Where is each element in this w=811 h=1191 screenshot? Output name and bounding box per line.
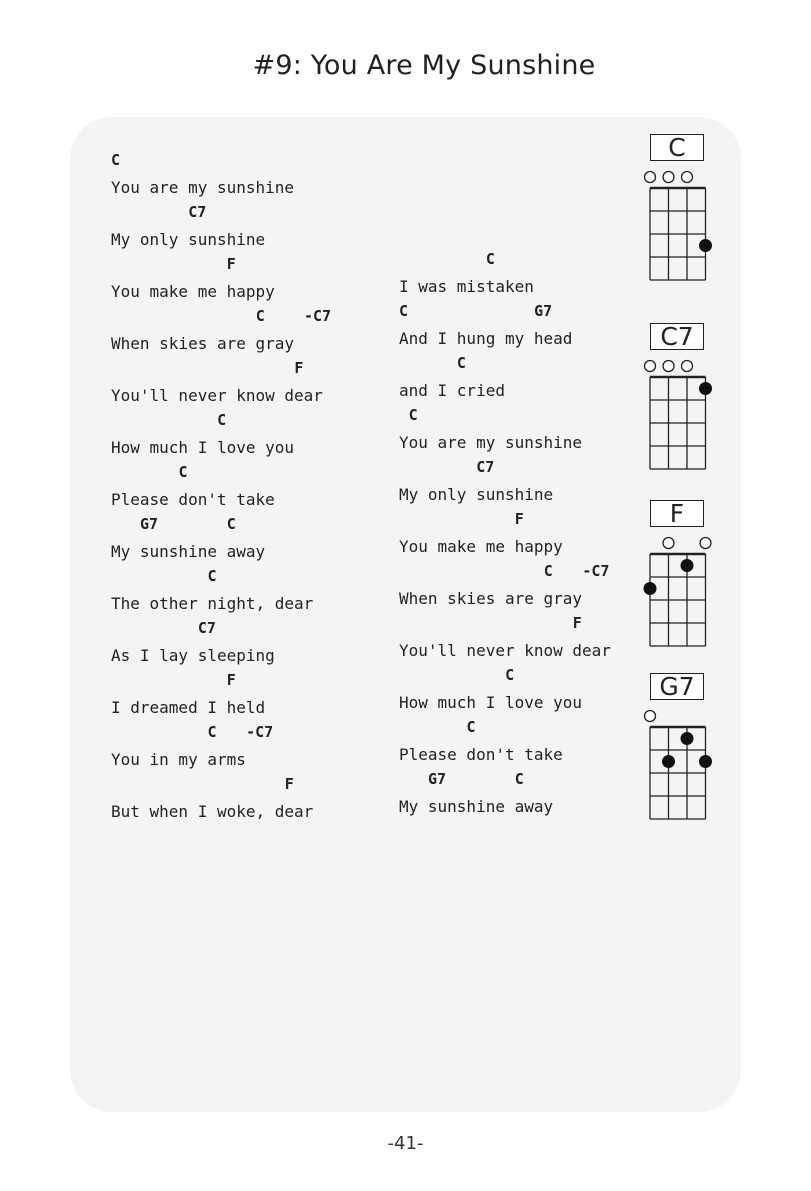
lyric-line: You in my arms (111, 750, 246, 769)
chord-line (111, 305, 332, 331)
chord-label: C (456, 354, 466, 372)
lyric-line: When skies are gray (399, 589, 583, 608)
page-number: -41- (387, 1133, 424, 1154)
chord-label: F (284, 775, 294, 793)
chord-line (111, 409, 323, 435)
chord-label: C (178, 463, 188, 481)
chord-line (111, 617, 323, 643)
chord-line (399, 612, 611, 638)
chord-line (111, 565, 323, 591)
lyric-line: Please don't take (399, 745, 563, 764)
chord-label: C (217, 411, 227, 429)
chord-label: G7 (139, 515, 158, 533)
chord-label: C7 (197, 619, 216, 637)
lyric-line: My only sunshine (111, 230, 266, 249)
chord-label: F (514, 510, 524, 528)
lyric-line: How much I love you (399, 693, 583, 712)
lyric-line: You'll never know dear (399, 641, 611, 660)
lyric-line: I was mistaken (399, 277, 534, 296)
lyrics-column-left (111, 149, 332, 825)
lyric-line: How much I love you (111, 438, 295, 457)
chord-line (399, 560, 611, 586)
chord-label: C (466, 718, 476, 736)
chord-label: C7 (188, 203, 207, 221)
chord-label: -C7 (582, 562, 610, 580)
chord-label: F (294, 359, 304, 377)
lyric-line: My sunshine away (111, 542, 266, 561)
chord-label: G7 (427, 770, 446, 788)
chord-line (399, 248, 611, 274)
chord-line (399, 508, 611, 534)
page-title: #9: You Are My Sunshine (252, 50, 596, 81)
chord-line (111, 149, 323, 175)
chord-line (111, 513, 323, 539)
lyric-line: and I cried (399, 381, 505, 400)
chord-diagram-name: F (650, 500, 704, 527)
lyric-line: You make me happy (399, 537, 563, 556)
chord-label: C (408, 406, 418, 424)
chord-line (399, 768, 611, 794)
lyric-line: You make me happy (111, 282, 275, 301)
chord-label: C (485, 250, 495, 268)
chord-line (399, 300, 611, 326)
chord-line (111, 669, 323, 695)
chord-label: F (226, 671, 236, 689)
chord-label: -C7 (304, 307, 332, 325)
chord-label: C (226, 515, 236, 533)
chord-line (399, 404, 611, 430)
lyric-line: But when I woke, dear (111, 802, 314, 821)
chord-line (399, 664, 611, 690)
lyrics-column-right (399, 248, 611, 820)
lyric-line: As I lay sleeping (111, 646, 275, 665)
chord-label: C (543, 562, 553, 580)
lyric-line: And I hung my head (399, 329, 573, 348)
chord-label: C7 (476, 458, 495, 476)
chord-line (111, 253, 323, 279)
chord-label: F (226, 255, 236, 273)
chord-line (111, 721, 323, 747)
chord-label: C (399, 302, 409, 320)
lyric-line: I dreamed I held (111, 698, 266, 717)
chord-line (111, 461, 323, 487)
chord-label: F (572, 614, 582, 632)
chord-label: C (111, 151, 121, 169)
lyric-line: You are my sunshine (399, 433, 583, 452)
chord-label: C (207, 567, 217, 585)
chord-line (399, 456, 611, 482)
chord-line (399, 716, 611, 742)
chord-diagram-name: C7 (650, 323, 704, 350)
chord-label: C (514, 770, 524, 788)
lyric-line: You'll never know dear (111, 386, 323, 405)
chord-label: C (255, 307, 265, 325)
chord-label: C (505, 666, 515, 684)
lyric-line: Please don't take (111, 490, 275, 509)
lyric-line: My sunshine away (399, 797, 554, 816)
chord-diagram-name: C (650, 134, 704, 161)
lyric-line: My only sunshine (399, 485, 554, 504)
lyric-line: When skies are gray (111, 334, 295, 353)
chord-label: -C7 (246, 723, 274, 741)
chord-line (111, 201, 323, 227)
chord-line (111, 773, 323, 799)
chord-label: G7 (534, 302, 553, 320)
lyric-line: You are my sunshine (111, 178, 295, 197)
chord-line (399, 352, 611, 378)
chord-label: C (207, 723, 217, 741)
chord-line (111, 357, 323, 383)
lyric-line: The other night, dear (111, 594, 314, 613)
chord-diagram-name: G7 (650, 673, 704, 700)
